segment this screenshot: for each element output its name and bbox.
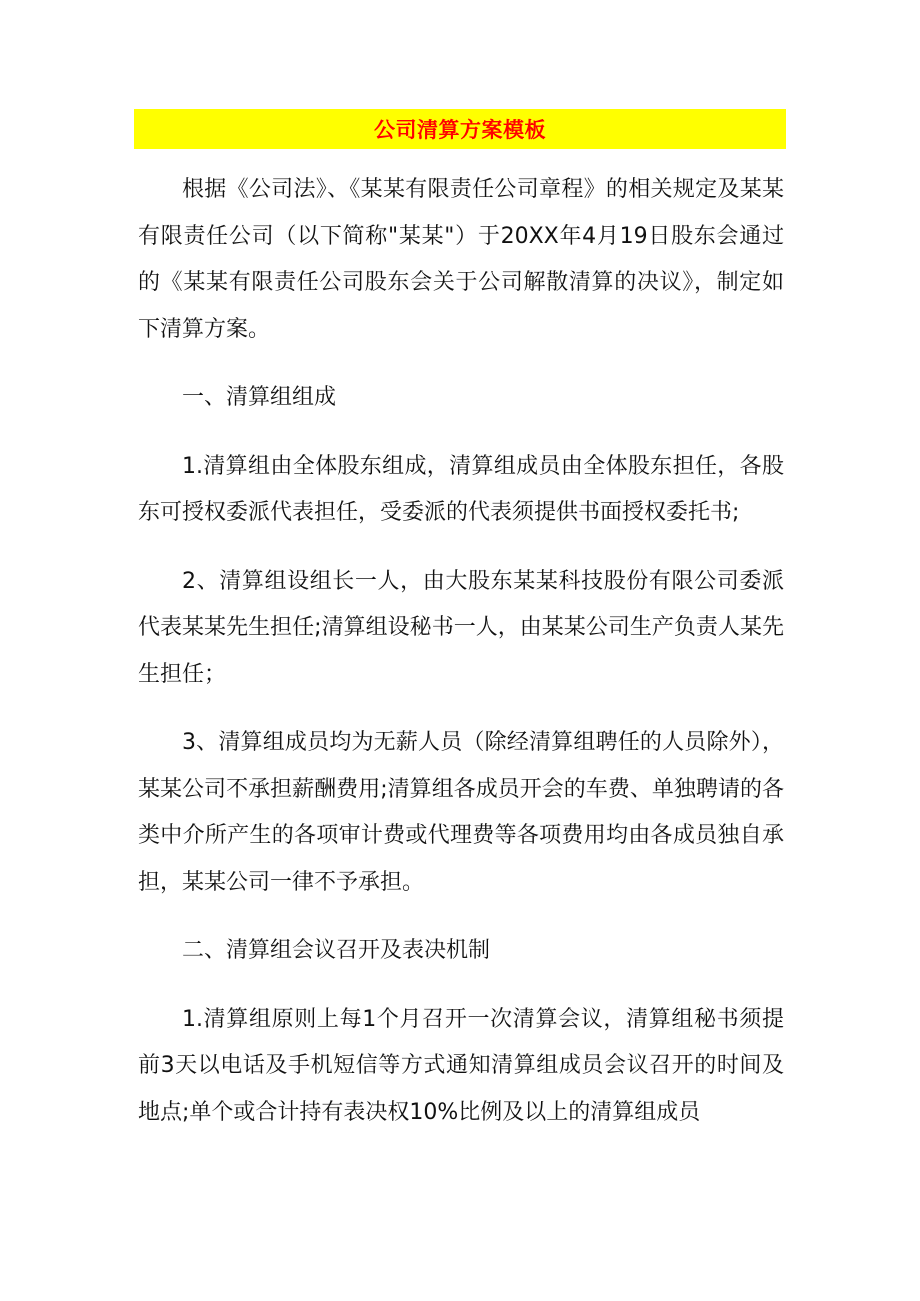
document-body bbox=[138, 167, 784, 1158]
section-heading-2: 二、清算组会议召开及表决机制 bbox=[182, 938, 491, 963]
section1-item-3: 3、清算组成员均为无薪人员（除经清算组聘任的人员除外），某某公司不承担薪酬费用;清算组各成员开会的车费、单独聘请的各类中介所产生的各项审计费或代理费等各项费用均由各成员独自承担，某某公司一律不予承担。 bbox=[138, 730, 784, 895]
intro-paragraph: 根据《公司法》、《某某有限责任公司章程》的相关规定及某某有限责任公司（以下简称"某某"）于20XX年4月19日股东会通过的《某某有限责任公司股东会关于公司解散清算的决议》，制定如下清算方案。 bbox=[138, 177, 784, 342]
section1-item-1: 1.清算组由全体股东组成，清算组成员由全体股东担任，各股东可授权委派代表担任，受委派的代表须提供书面授权委托书; bbox=[138, 453, 784, 525]
section2-item-1: 1.清算组原则上每1个月召开一次清算会议，清算组秘书须提前3天以电话及手机短信等方式通知清算组成员会议召开的时间及地点;单个或合计持有表决权10%比例及以上的清算组成员 bbox=[138, 1006, 784, 1125]
title-highlight-bar bbox=[134, 109, 786, 149]
section-heading-1: 一、清算组组成 bbox=[182, 385, 337, 410]
section1-item-2: 2、清算组设组长一人，由大股东某某科技股份有限公司委派代表某某先生担任;清算组设秘书一人，由某某公司生产负责人某先生担任； bbox=[138, 568, 784, 687]
document-title: 公司清算方案模板 bbox=[374, 118, 546, 142]
